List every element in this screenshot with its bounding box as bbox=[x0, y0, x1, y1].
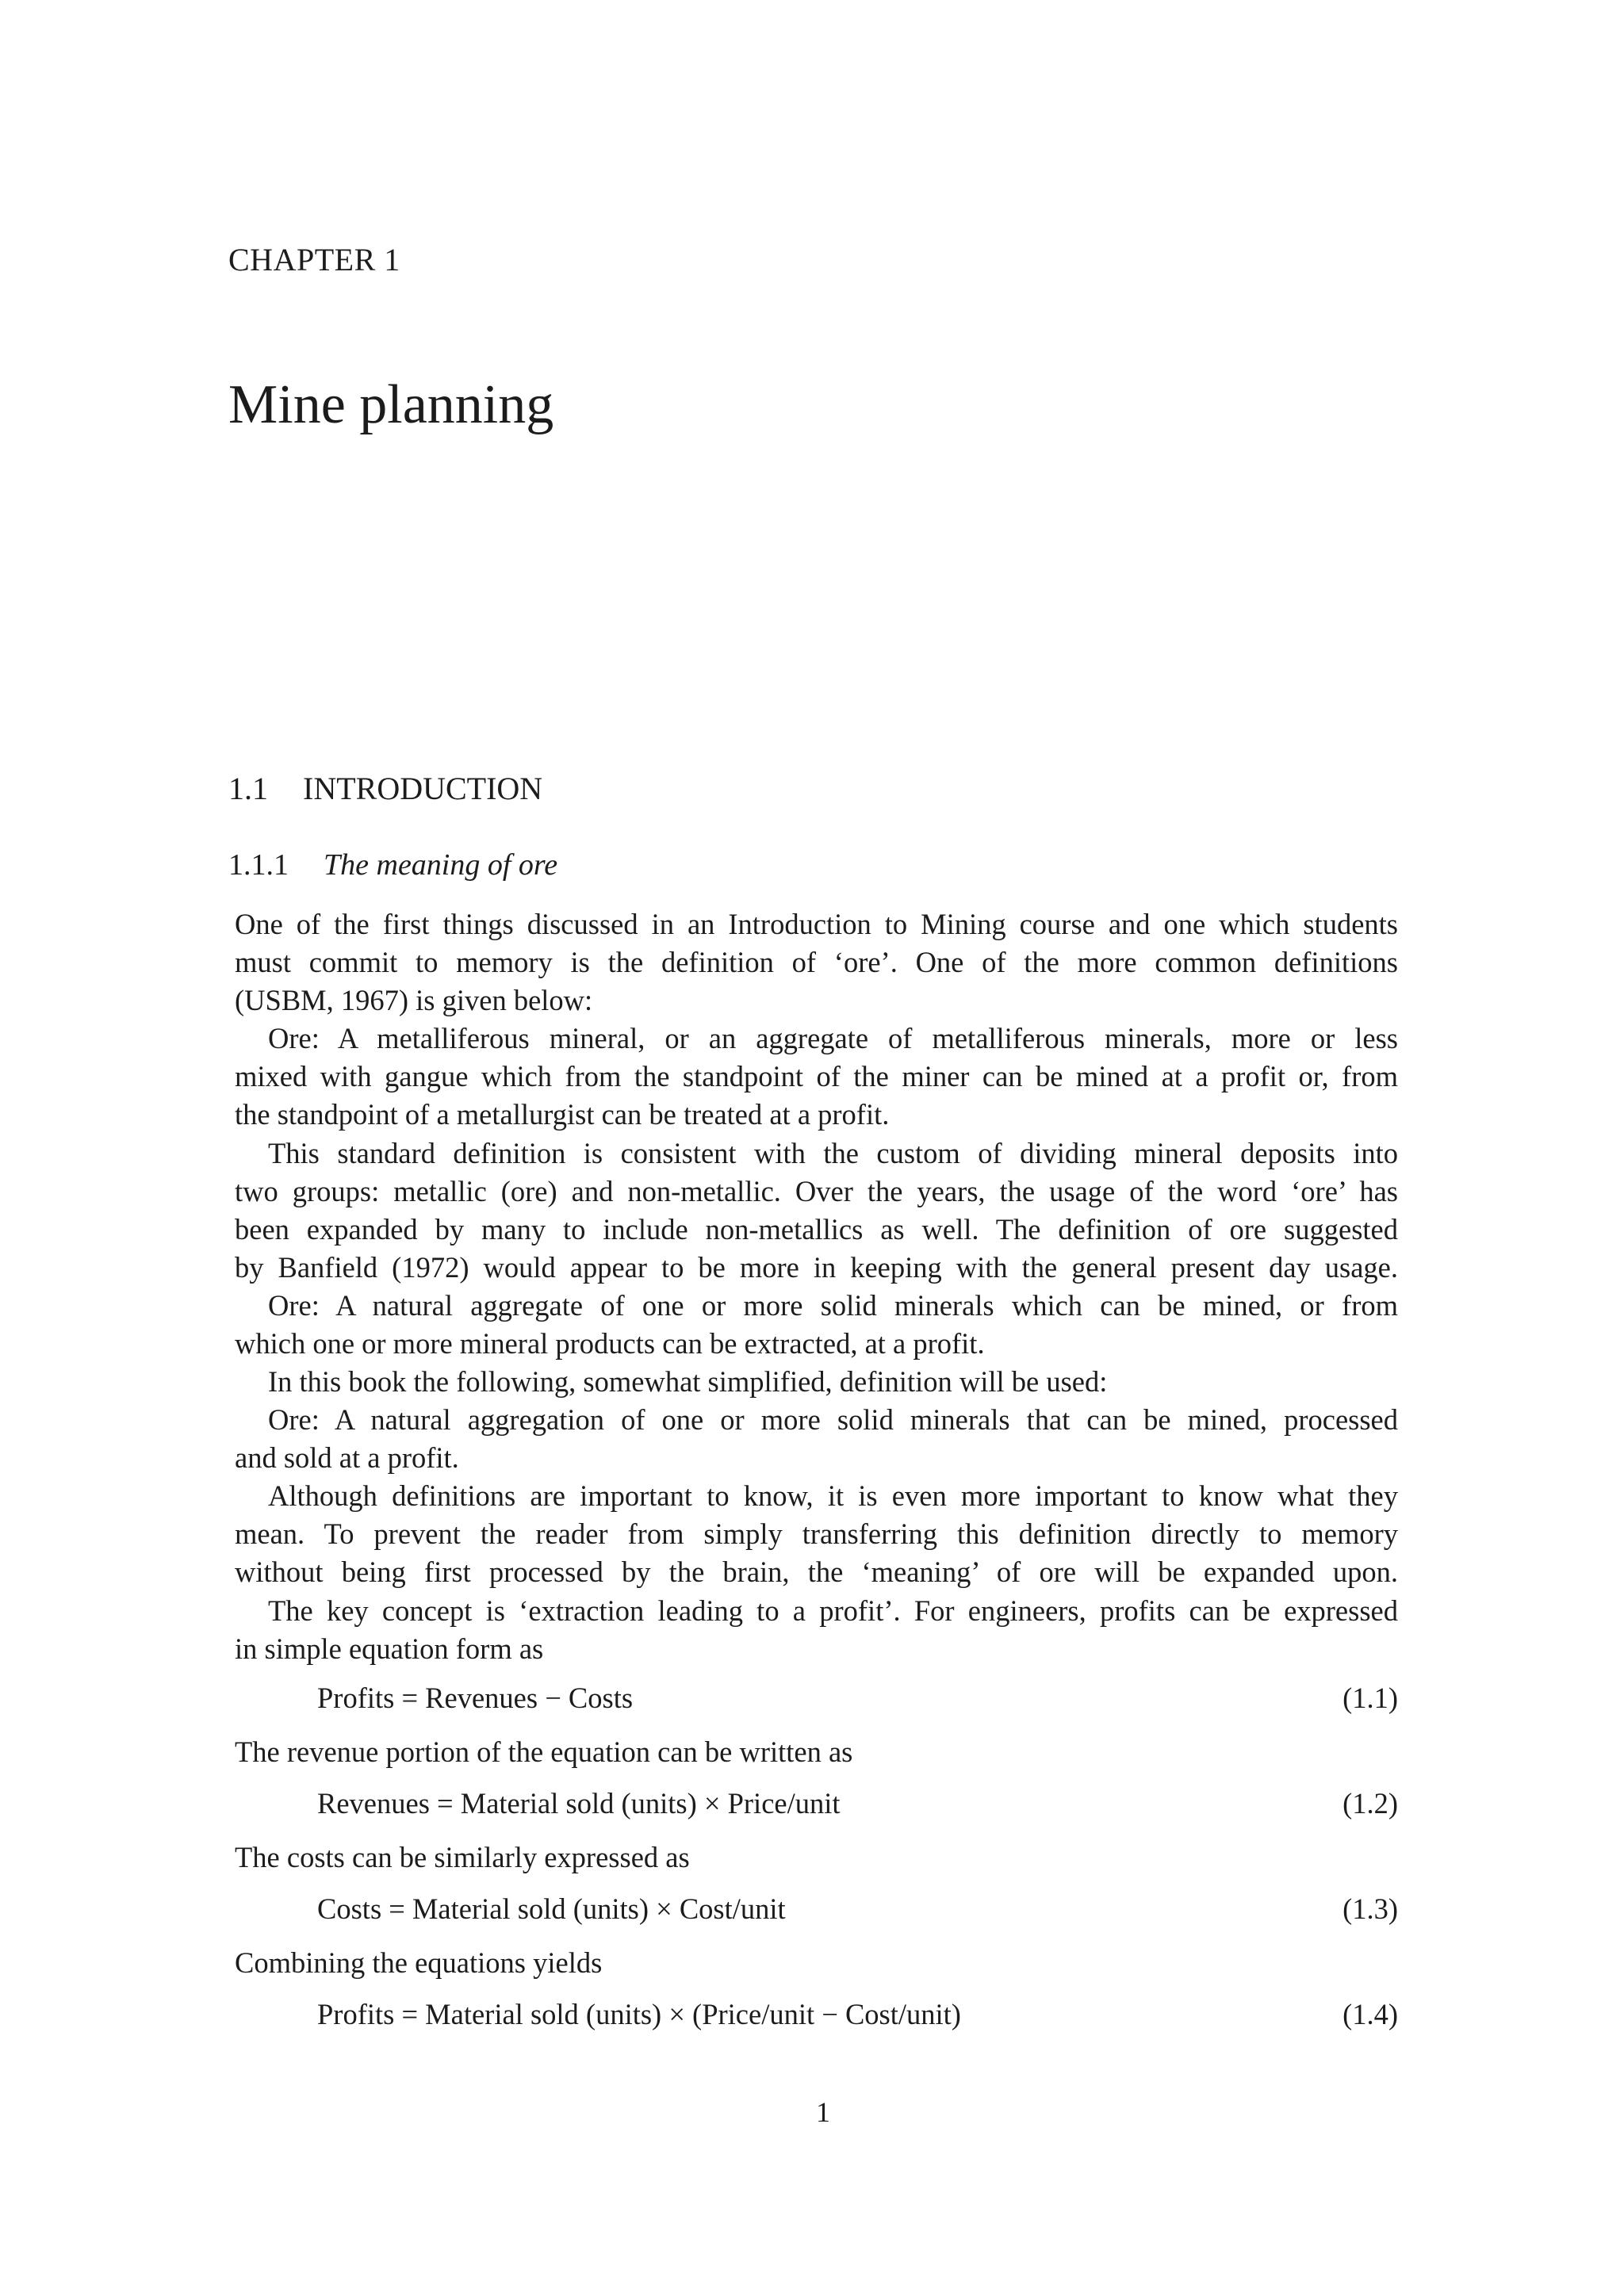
body-text-line: The costs can be similarly expressed as bbox=[235, 1841, 690, 1873]
chapter-title: Mine planning bbox=[228, 374, 554, 435]
chapter-label: CHAPTER 1 bbox=[228, 242, 400, 277]
subsection-heading bbox=[228, 850, 557, 880]
section-heading bbox=[228, 773, 542, 805]
page-number: 1 bbox=[816, 2096, 830, 2128]
equation: Profits = Material sold (units) × (Price/unit − Cost/unit) bbox=[317, 1998, 961, 2030]
body-text-line: This standard definition is consistent with the custom of dividing mineral deposits into bbox=[268, 1137, 1398, 1169]
subsection-title: The meaning of ore bbox=[324, 848, 558, 882]
equation-number: (1.1) bbox=[1342, 1682, 1398, 1714]
body-text-line: Although definitions are important to know, it is even more important to know what they bbox=[268, 1479, 1398, 1512]
subsection-number: 1.1.1 bbox=[228, 848, 289, 882]
equation-number: (1.4) bbox=[1342, 1998, 1398, 2030]
section-number: 1.1 bbox=[228, 771, 268, 806]
body-text-line: and sold at a profit. bbox=[235, 1441, 459, 1474]
body-text-line: which one or more mineral products can be extracted, at a profit. bbox=[235, 1327, 985, 1360]
equation-number: (1.2) bbox=[1342, 1787, 1398, 1820]
body-text-line: The revenue portion of the equation can be written as bbox=[235, 1735, 853, 1768]
body-text-line: two groups: metallic (ore) and non-metallic. Over the years, the usage of the word ‘ore’ has bbox=[235, 1175, 1398, 1207]
body-text-line: Ore: A metalliferous mineral, or an aggregate of metalliferous minerals, more or less bbox=[268, 1022, 1398, 1054]
body-text-line: In this book the following, somewhat simplified, definition will be used: bbox=[268, 1365, 1108, 1398]
equation: Revenues = Material sold (units) × Price/unit bbox=[317, 1787, 841, 1820]
body-text-line: Combining the equations yields bbox=[235, 1946, 603, 1979]
equation: Costs = Material sold (units) × Cost/unit bbox=[317, 1892, 786, 1925]
body-text-line: The key concept is ‘extraction leading to a profit’. For engineers, profits can be expressed bbox=[268, 1594, 1398, 1627]
body-text-line: been expanded by many to include non-metallics as well. The definition of ore suggested bbox=[235, 1213, 1398, 1246]
body-text-line: in simple equation form as bbox=[235, 1632, 544, 1665]
body-text-line: without being first processed by the brain, the ‘meaning’ of ore will be expanded upon. bbox=[235, 1556, 1398, 1588]
equation: Profits = Revenues − Costs bbox=[317, 1682, 634, 1714]
body-text-line: (USBM, 1967) is given below: bbox=[235, 984, 593, 1016]
body-text-line: mean. To prevent the reader from simply transferring this definition directly to memory bbox=[235, 1517, 1398, 1550]
body-text-line: Ore: A natural aggregation of one or more solid minerals that can be mined, processed bbox=[268, 1403, 1398, 1436]
body-text-line: by Banfield (1972) would appear to be more in keeping with the general present day usage. bbox=[235, 1251, 1398, 1284]
body-text-line: mixed with gangue which from the standpoint of the miner can be mined at a profit or, from bbox=[235, 1060, 1398, 1093]
body-text-line: the standpoint of a metallurgist can be treated at a profit. bbox=[235, 1098, 890, 1131]
body-text-line: Ore: A natural aggregate of one or more solid minerals which can be mined, or from bbox=[268, 1289, 1398, 1322]
body-text-line: One of the first things discussed in an Introduction to Mining course and one which students bbox=[235, 908, 1398, 940]
section-title: INTRODUCTION bbox=[303, 771, 543, 806]
body-text-line: must commit to memory is the definition of ‘ore’. One of the more common definitions bbox=[235, 946, 1398, 978]
equation-number: (1.3) bbox=[1342, 1892, 1398, 1925]
